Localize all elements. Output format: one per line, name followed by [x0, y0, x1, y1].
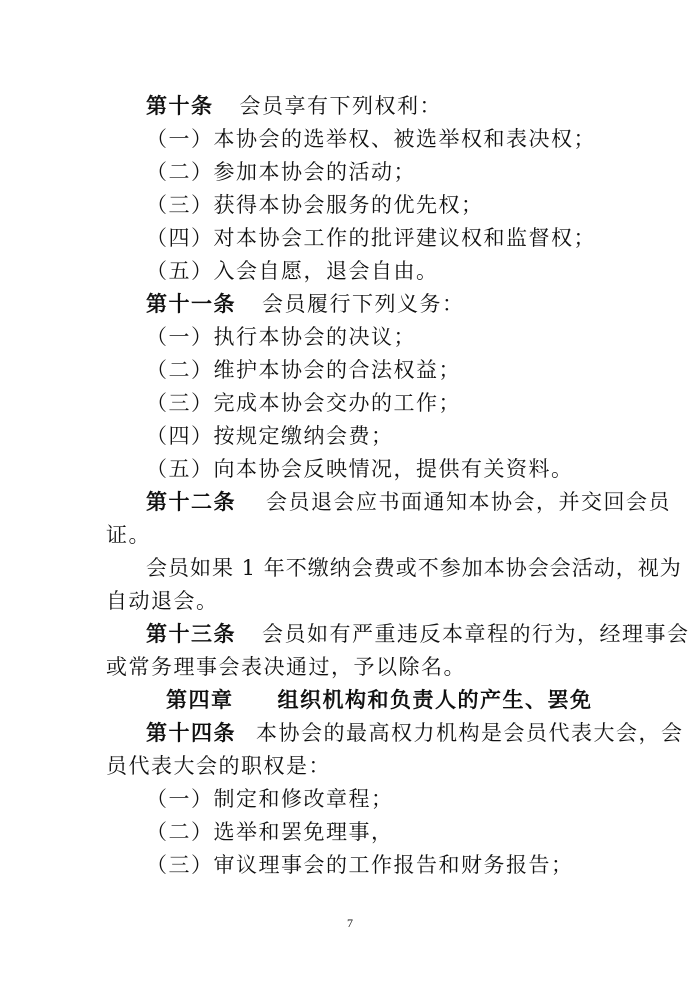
article-14-item-1: （一）制定和修改章程；	[146, 787, 394, 811]
article-14-heading: 第十四条	[146, 720, 236, 745]
article-14-item-2: （二）选举和罢免理事，	[146, 820, 394, 844]
article-12-heading: 第十二条	[146, 489, 236, 514]
article-14-line-2: 员代表大会的职权是：	[106, 754, 331, 778]
article-12-para-2-line-1: 会员如果 1 年不缴纳会费或不参加本协会会活动，视为	[146, 556, 682, 580]
article-10-heading: 第十条	[146, 93, 214, 118]
article-12-line-2: 证。	[106, 523, 151, 547]
article-10-item-3: （三）获得本协会服务的优先权；	[146, 193, 484, 217]
article-10-line	[146, 92, 442, 120]
article-11-line	[146, 290, 465, 318]
article-12-text: 会员退会应书面通知本协会，并交回会员	[266, 490, 671, 514]
article-11-item-2: （二）维护本协会的合法权益；	[146, 358, 461, 382]
page-number: 7	[347, 916, 353, 930]
chapter-4-number: 第四章	[166, 687, 234, 712]
article-14-text: 本协会的最高权力机构是会员代表大会，会	[256, 721, 684, 745]
chapter-4-title: 组织机构和负责人的产生、罢免	[277, 687, 593, 712]
article-12-para-2-line-2: 自动退会。	[106, 589, 219, 613]
article-10-text: 会员享有下列权利：	[239, 94, 442, 118]
article-11-text: 会员履行下列义务：	[262, 292, 465, 316]
article-13-text: 会员如有严重违反本章程的行为，经理事会	[262, 622, 690, 646]
article-11-item-5: （五）向本协会反映情况，提供有关资料。	[146, 457, 574, 481]
article-11-item-4: （四）按规定缴纳会费；	[146, 424, 394, 448]
article-10-item-2: （二）参加本协会的活动；	[146, 160, 416, 184]
article-11-item-1: （一）执行本协会的决议；	[146, 325, 416, 349]
article-12-line-1	[146, 488, 671, 516]
article-10-item-5: （五）入会自愿，退会自由。	[146, 259, 439, 283]
article-10-item-4: （四）对本协会工作的批评建议权和监督权；	[146, 226, 596, 250]
article-13-heading: 第十三条	[146, 621, 236, 646]
article-13-line-2: 或常务理事会表决通过，予以除名。	[106, 655, 466, 679]
chapter-4-heading	[166, 686, 593, 714]
article-13-line-1	[146, 620, 690, 648]
article-14-item-3: （三）审议理事会的工作报告和财务报告；	[146, 853, 574, 877]
article-11-heading: 第十一条	[146, 291, 236, 316]
article-14-line-1	[146, 719, 684, 747]
article-10-item-1: （一）本协会的选举权、被选举权和表决权；	[146, 127, 596, 151]
article-11-item-3: （三）完成本协会交办的工作；	[146, 391, 461, 415]
